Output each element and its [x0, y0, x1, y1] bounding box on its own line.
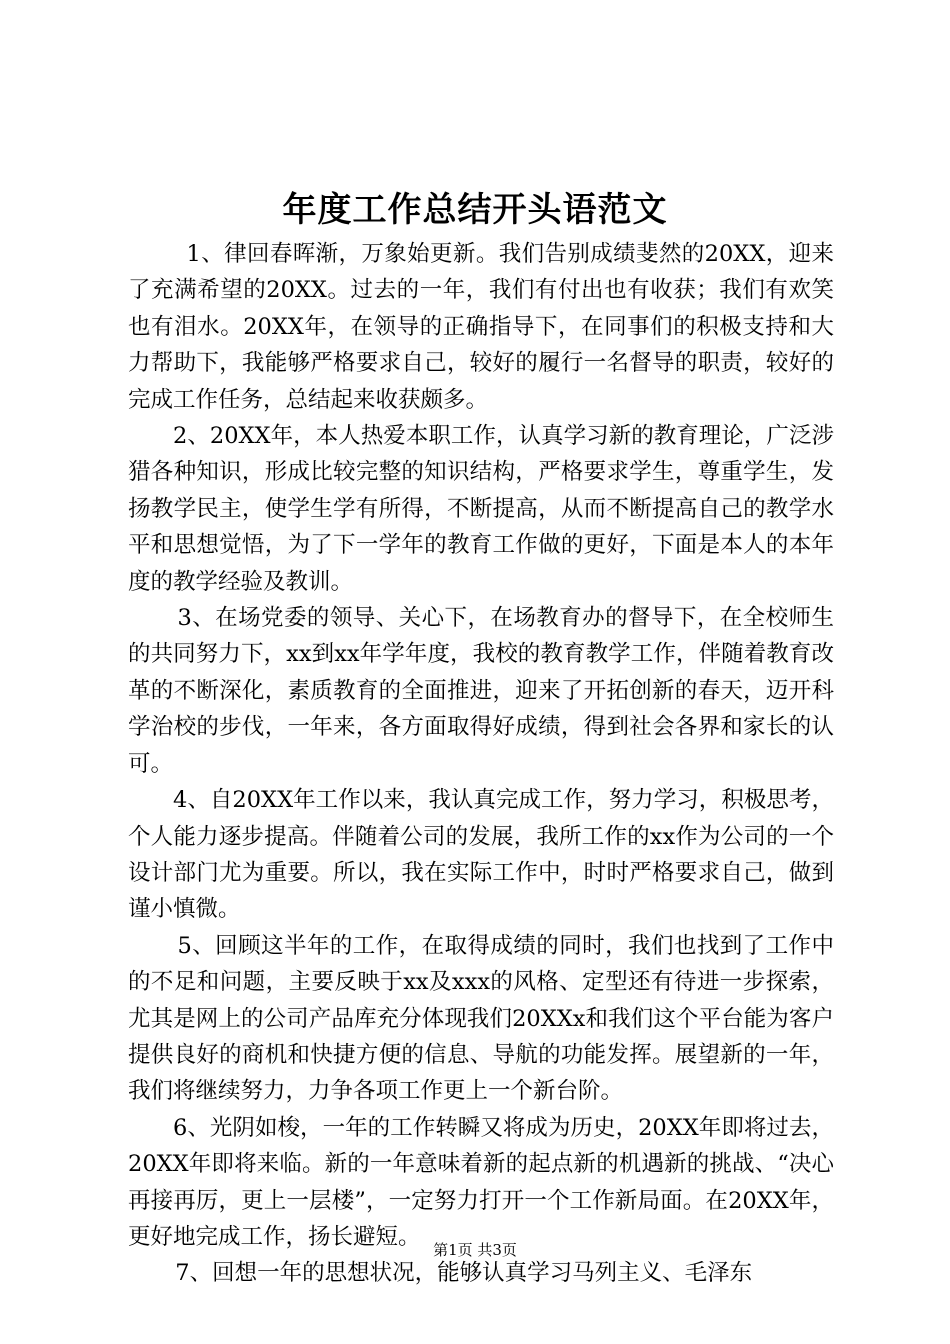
- page-footer: 第1页 共3页: [433, 1241, 517, 1259]
- document-body: [128, 236, 834, 1292]
- paragraph-6: 6、光阴如梭，一年的工作转瞬又将成为历史，20XX年即将过去，20XX年即将来临。新的一年意味着新的起点新的机遇新的挑战、“决心再接再厉，更上一层楼”，一定努力打开一个工作新局面。在20XX年，更好地完成工作，扬长避短。: [128, 1114, 834, 1250]
- paragraph-2: 2、20XX年，本人热爱本职工作，认真学习新的教育理论，广泛涉猎各种知识，形成比较完整的知识结构，严格要求学生，尊重学生，发扬教学民主，使学生学有所得，不断提高，从而不断提高自己的教学水平和思想觉悟，为了下一学年的教育工作做的更好，下面是本人的本年度的教学经验及教训。: [128, 423, 834, 595]
- paragraph-3: 3、在场党委的领导、关心下，在场教育办的督导下，在全校师生的共同努力下，xx到xx年学年度，我校的教育教学工作，伴随着教育改革的不断深化，素质教育的全面推进，迎来了开拓创新的春天，迈开科学治校的步伐，一年来，各方面取得好成绩，得到社会各界和家长的认可。: [128, 605, 834, 777]
- paragraph-5: 5、回顾这半年的工作，在取得成绩的同时，我们也找到了工作中的不足和问题，主要反映于xx及xxx的风格、定型还有待进一步探索，尤其是网上的公司产品库充分体现我们20XXx和我们这个平台能为客户提供良好的商机和快捷方便的信息、导航的功能发挥。展望新的一年，我们将继续努力，力争各项工作更上一个新台阶。: [128, 932, 834, 1105]
- paragraph-1: 1、律回春晖渐，万象始更新。我们告别成绩斐然的20XX，迎来了充满希望的20XX。过去的一年，我们有付出也有收获；我们有欢笑也有泪水。20XX年，在领导的正确指导下，在同事们的积极支持和大力帮助下，我能够严格要求自己，较好的履行一名督导的职责，较好的完成工作任务，总结起来收获颇多。: [128, 241, 834, 413]
- document-title: 年度工作总结开头语范文: [282, 190, 668, 230]
- paragraph-4: 4、自20XX年工作以来，我认真完成工作，努力学习，积极思考，个人能力逐步提高。伴随着公司的发展，我所工作的xx作为公司的一个设计部门尤为重要。所以，我在实际工作中，时时严格要求自己，做到谨小慎微。: [128, 787, 834, 923]
- paragraph-7: 7、回想一年的思想状况，能够认真学习马列主义、毛泽东: [175, 1260, 753, 1287]
